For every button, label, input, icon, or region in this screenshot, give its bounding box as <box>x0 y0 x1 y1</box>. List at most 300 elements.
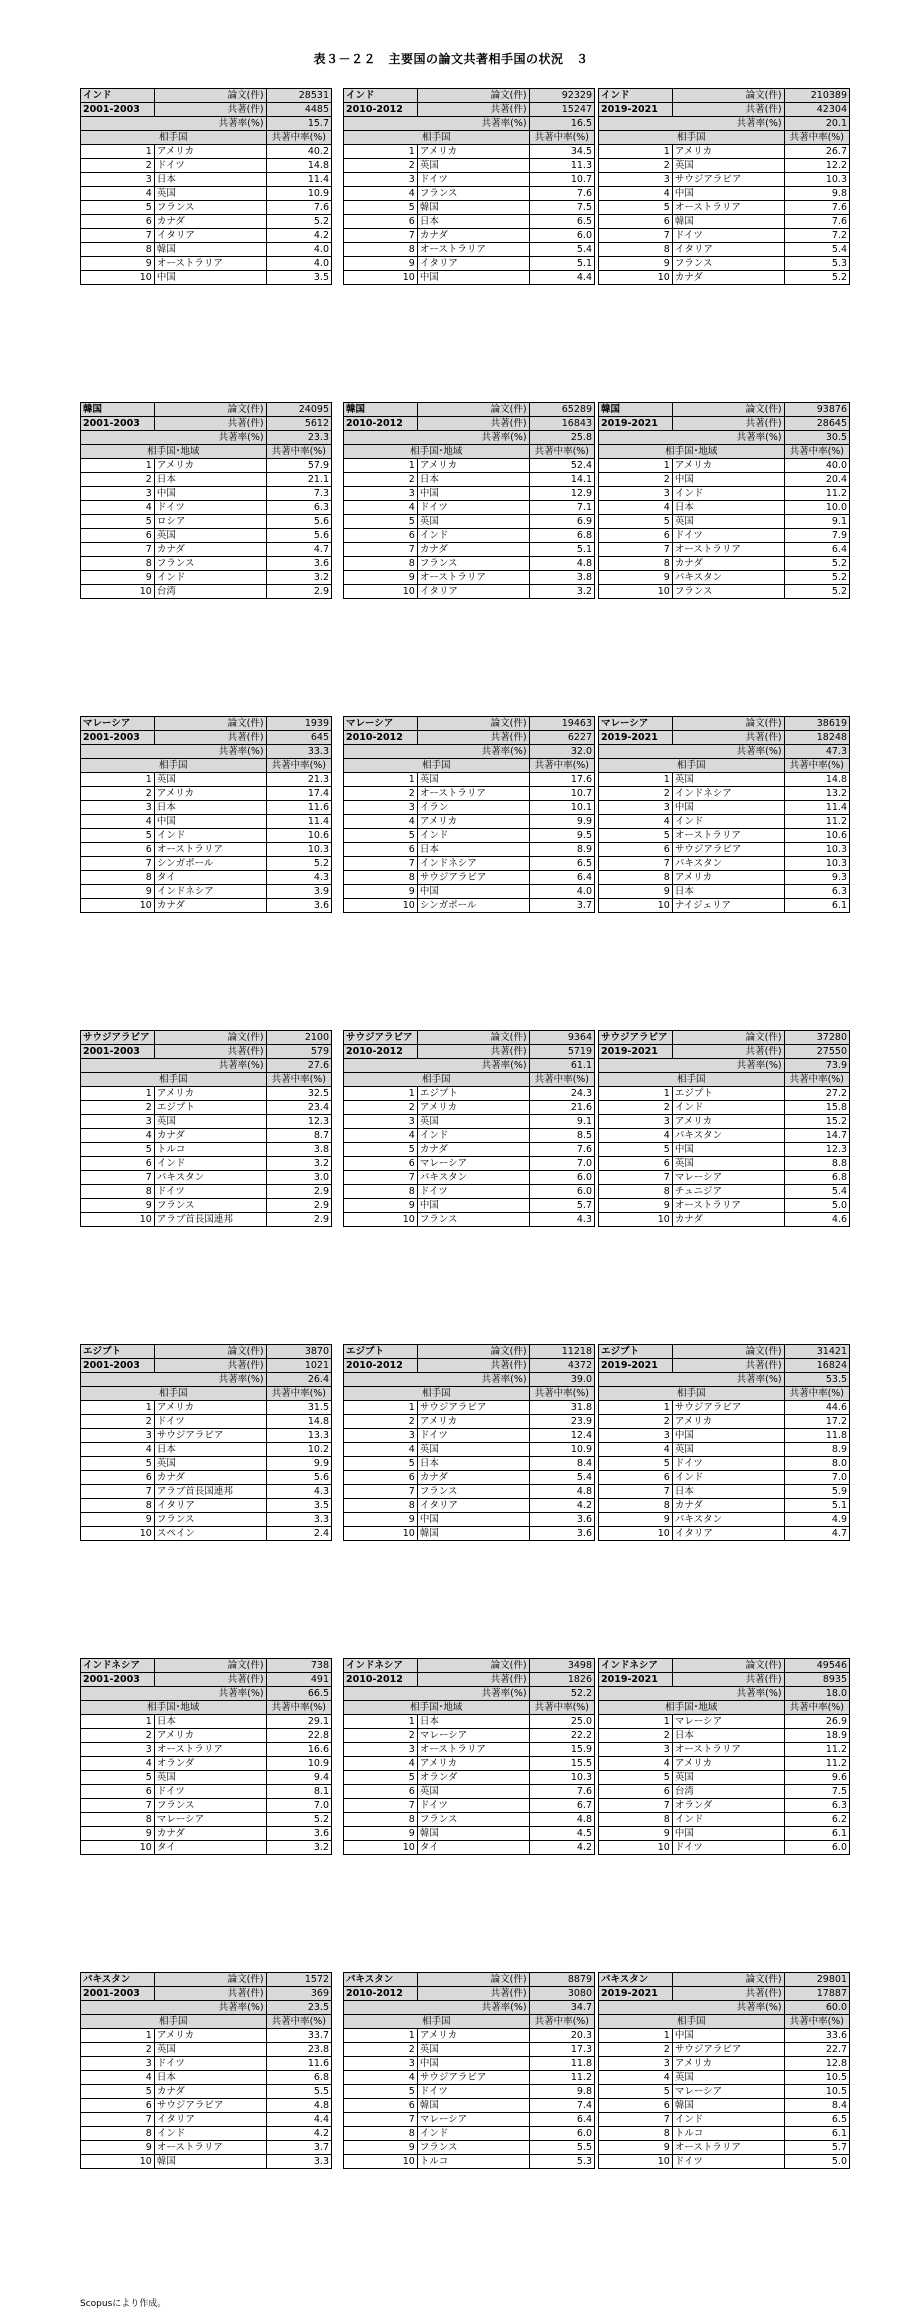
partner-country: オーストラリア <box>672 543 784 557</box>
share-value: 8.7 <box>266 1129 331 1143</box>
papers-value: 38619 <box>784 717 849 731</box>
partner-header: 相手国 <box>81 1073 267 1087</box>
coauthored-label: 共著(件) <box>154 103 266 117</box>
rank: 8 <box>344 243 418 257</box>
rate-value: 52.2 <box>529 1687 594 1701</box>
country-name: 韓国 <box>344 403 418 417</box>
share-value: 7.6 <box>529 187 594 201</box>
share-value: 18.9 <box>784 1729 849 1743</box>
rank: 9 <box>81 257 155 271</box>
papers-value: 49546 <box>784 1659 849 1673</box>
rank: 10 <box>599 2155 673 2169</box>
share-value: 8.8 <box>784 1157 849 1171</box>
partner-country: 英国 <box>672 159 784 173</box>
share-value: 10.2 <box>266 1443 331 1457</box>
country-name: マレーシア <box>599 717 673 731</box>
rank: 9 <box>344 1827 418 1841</box>
partner-country: 日本 <box>154 1443 266 1457</box>
country-name: 韓国 <box>81 403 155 417</box>
partner-country: 英国 <box>672 1157 784 1171</box>
share-value: 2.9 <box>266 585 331 599</box>
share-value: 6.3 <box>784 1799 849 1813</box>
rank: 2 <box>344 159 418 173</box>
page-title: 表３－２２ 主要国の論文共著相手国の状況 ３ <box>313 52 589 66</box>
share-value: 6.5 <box>529 857 594 871</box>
share-value: 6.0 <box>784 1841 849 1855</box>
rank: 1 <box>81 459 155 473</box>
period: 2001-2003 <box>81 1045 155 1059</box>
share-value: 3.9 <box>266 885 331 899</box>
share-value: 9.1 <box>784 515 849 529</box>
rank: 2 <box>81 1729 155 1743</box>
rank: 7 <box>599 543 673 557</box>
country-name: インドネシア <box>344 1659 418 1673</box>
partner-country: アメリカ <box>417 1757 529 1771</box>
partner-country: フランス <box>417 1485 529 1499</box>
share-header: 共著中率(%) <box>529 1701 594 1715</box>
rank: 6 <box>599 1785 673 1799</box>
share-value: 9.3 <box>784 871 849 885</box>
share-value: 7.5 <box>784 1785 849 1799</box>
share-value: 4.2 <box>529 1499 594 1513</box>
partner-country: フランス <box>417 1213 529 1227</box>
partner-header: 相手国 <box>344 1073 530 1087</box>
coauthor-table <box>598 1658 850 1855</box>
rank: 3 <box>599 487 673 501</box>
papers-value: 92329 <box>529 89 594 103</box>
rank: 7 <box>344 229 418 243</box>
rank: 5 <box>81 515 155 529</box>
share-value: 6.5 <box>784 2113 849 2127</box>
rank: 6 <box>81 1157 155 1171</box>
partner-country: アメリカ <box>672 1415 784 1429</box>
table-row <box>81 243 332 257</box>
partner-country: タイ <box>154 871 266 885</box>
partner-country: 中国 <box>672 473 784 487</box>
table-row <box>81 885 332 899</box>
rank: 2 <box>599 787 673 801</box>
country-name: インド <box>81 89 155 103</box>
share-value: 5.4 <box>784 243 849 257</box>
table-row <box>599 243 850 257</box>
period: 2001-2003 <box>81 731 155 745</box>
rank: 8 <box>81 557 155 571</box>
rank: 10 <box>81 899 155 913</box>
partner-country: インドネシア <box>154 885 266 899</box>
share-value: 11.4 <box>784 801 849 815</box>
table-row <box>81 529 332 543</box>
period: 2010-2012 <box>344 1045 418 1059</box>
rank: 8 <box>599 1499 673 1513</box>
partner-country: アメリカ <box>417 1101 529 1115</box>
table-row <box>81 1813 332 1827</box>
table-row <box>344 243 595 257</box>
rank: 7 <box>81 543 155 557</box>
share-value: 4.7 <box>784 1527 849 1541</box>
share-value: 3.7 <box>529 899 594 913</box>
partner-country: 韓国 <box>417 201 529 215</box>
table-row <box>344 1199 595 1213</box>
rate-label: 共著率(%) <box>81 117 267 131</box>
share-value: 10.1 <box>529 801 594 815</box>
rank: 8 <box>81 243 155 257</box>
rate-value: 34.7 <box>529 2001 594 2015</box>
rank: 9 <box>599 2141 673 2155</box>
partner-country: オーストラリア <box>672 1743 784 1757</box>
country-name: サウジアラビア <box>81 1031 155 1045</box>
coauthor-table <box>80 402 332 599</box>
table-row <box>344 557 595 571</box>
rank: 10 <box>81 585 155 599</box>
table-row <box>81 1199 332 1213</box>
table-row <box>599 1799 850 1813</box>
share-value: 33.7 <box>266 2029 331 2043</box>
share-value: 21.6 <box>529 1101 594 1115</box>
table-row <box>344 1401 595 1415</box>
share-value: 3.8 <box>266 1143 331 1157</box>
papers-value: 28531 <box>266 89 331 103</box>
table-row <box>344 871 595 885</box>
share-value: 6.3 <box>784 885 849 899</box>
rank: 1 <box>599 773 673 787</box>
share-value: 5.1 <box>529 543 594 557</box>
partner-country: インドネシア <box>672 787 784 801</box>
coauthored-value: 369 <box>266 1987 331 2001</box>
table-row <box>599 1143 850 1157</box>
partner-country: アメリカ <box>417 1415 529 1429</box>
share-value: 4.2 <box>266 2127 331 2141</box>
partner-country: ドイツ <box>672 1841 784 1855</box>
share-header: 共著中率(%) <box>266 2015 331 2029</box>
rank: 1 <box>81 1715 155 1729</box>
partner-country: ドイツ <box>154 159 266 173</box>
period: 2001-2003 <box>81 417 155 431</box>
partner-country: オランダ <box>672 1799 784 1813</box>
partner-country: イタリア <box>154 229 266 243</box>
partner-header: 相手国 <box>599 2015 785 2029</box>
partner-country: フランス <box>417 1813 529 1827</box>
rate-label: 共著率(%) <box>599 1059 785 1073</box>
country-name: インド <box>599 89 673 103</box>
rank: 10 <box>344 2155 418 2169</box>
partner-country: 韓国 <box>417 1827 529 1841</box>
partner-country: カナダ <box>154 1471 266 1485</box>
coauthored-label: 共著(件) <box>417 103 529 117</box>
coauthor-table <box>80 1030 332 1227</box>
table-row <box>81 1827 332 1841</box>
share-value: 11.8 <box>784 1429 849 1443</box>
table-row <box>599 1213 850 1227</box>
table-row <box>599 159 850 173</box>
rank: 8 <box>344 1813 418 1827</box>
partner-country: 英国 <box>154 1771 266 1785</box>
partner-country: パキスタン <box>417 1171 529 1185</box>
partner-country: イタリア <box>672 1527 784 1541</box>
rank: 2 <box>344 787 418 801</box>
rank: 4 <box>599 1757 673 1771</box>
rank: 1 <box>344 1401 418 1415</box>
partner-country: カナダ <box>154 1129 266 1143</box>
share-header: 共著中率(%) <box>784 1701 849 1715</box>
table-row <box>599 271 850 285</box>
rank: 2 <box>81 1415 155 1429</box>
rank: 6 <box>81 2099 155 2113</box>
table-row <box>599 2057 850 2071</box>
coauthor-table <box>343 1658 595 1855</box>
rate-label: 共著率(%) <box>81 1373 267 1387</box>
share-value: 7.6 <box>529 1143 594 1157</box>
rate-value: 30.5 <box>784 431 849 445</box>
table-row <box>344 1771 595 1785</box>
rank: 5 <box>599 1771 673 1785</box>
partner-country: サウジアラビア <box>417 2071 529 2085</box>
share-value: 4.3 <box>266 871 331 885</box>
period: 2001-2003 <box>81 1673 155 1687</box>
table-row <box>599 2043 850 2057</box>
partner-country: 日本 <box>154 2071 266 2085</box>
partner-country: ドイツ <box>154 1415 266 1429</box>
partner-country: カナダ <box>154 2085 266 2099</box>
rank: 4 <box>344 1757 418 1771</box>
share-value: 3.6 <box>529 1513 594 1527</box>
partner-country: 日本 <box>417 843 529 857</box>
share-value: 29.1 <box>266 1715 331 1729</box>
share-value: 31.8 <box>529 1401 594 1415</box>
partner-country: マレーシア <box>417 1157 529 1171</box>
share-value: 3.5 <box>266 1499 331 1513</box>
partner-country: イラン <box>417 801 529 815</box>
rank: 5 <box>344 1143 418 1157</box>
partner-country: フランス <box>154 201 266 215</box>
table-row <box>344 1171 595 1185</box>
table-row <box>599 1827 850 1841</box>
share-value: 5.5 <box>529 2141 594 2155</box>
partner-country: 中国 <box>672 1143 784 1157</box>
partner-country: 英国 <box>672 2071 784 2085</box>
table-row <box>599 885 850 899</box>
papers-label: 論文(件) <box>417 717 529 731</box>
table-row <box>599 201 850 215</box>
share-value: 5.6 <box>266 1471 331 1485</box>
rate-value: 33.3 <box>266 745 331 759</box>
share-value: 8.1 <box>266 1785 331 1799</box>
rank: 7 <box>344 857 418 871</box>
rank: 6 <box>599 2099 673 2113</box>
partner-country: インド <box>154 571 266 585</box>
partner-country: 日本 <box>672 1485 784 1499</box>
partner-country: イタリア <box>417 1499 529 1513</box>
table-row <box>81 1401 332 1415</box>
rank: 2 <box>344 473 418 487</box>
period: 2019-2021 <box>599 1045 673 1059</box>
table-row <box>81 2155 332 2169</box>
share-value: 4.4 <box>266 2113 331 2127</box>
table-row <box>344 1757 595 1771</box>
share-value: 6.0 <box>529 1185 594 1199</box>
share-value: 7.4 <box>529 2099 594 2113</box>
partner-country: オーストラリア <box>417 243 529 257</box>
source-note: Scopusにより作成。 <box>80 2299 167 2309</box>
partner-country: フランス <box>154 1199 266 1213</box>
share-value: 10.3 <box>529 1771 594 1785</box>
table-row <box>81 801 332 815</box>
share-header: 共著中率(%) <box>266 1701 331 1715</box>
rank: 4 <box>344 501 418 515</box>
rank: 4 <box>81 1757 155 1771</box>
table-row <box>344 2085 595 2099</box>
table-row <box>81 585 332 599</box>
rank: 4 <box>81 1443 155 1457</box>
rate-label: 共著率(%) <box>344 745 530 759</box>
rank: 7 <box>599 2113 673 2127</box>
share-value: 2.9 <box>266 1213 331 1227</box>
partner-country: インド <box>672 1471 784 1485</box>
share-value: 6.8 <box>529 529 594 543</box>
partner-country: 台湾 <box>154 585 266 599</box>
rank: 2 <box>599 1415 673 1429</box>
rank: 2 <box>599 2043 673 2057</box>
table-row <box>81 1527 332 1541</box>
table-row <box>81 571 332 585</box>
coauthor-table <box>80 716 332 913</box>
rank: 3 <box>81 173 155 187</box>
coauthored-label: 共著(件) <box>672 417 784 431</box>
rank: 1 <box>81 1087 155 1101</box>
partner-country: フランス <box>154 1513 266 1527</box>
table-row <box>344 787 595 801</box>
share-value: 14.1 <box>529 473 594 487</box>
rank: 9 <box>599 1827 673 1841</box>
share-value: 4.8 <box>529 557 594 571</box>
coauthor-table <box>343 716 595 913</box>
share-value: 11.4 <box>266 815 331 829</box>
table-row <box>81 1757 332 1771</box>
rank: 1 <box>344 2029 418 2043</box>
share-value: 8.0 <box>784 1457 849 1471</box>
share-value: 7.3 <box>266 487 331 501</box>
table-row <box>81 1715 332 1729</box>
partner-country: イタリア <box>672 243 784 257</box>
partner-country: カナダ <box>154 215 266 229</box>
coauthored-value: 491 <box>266 1673 331 1687</box>
share-value: 11.4 <box>266 173 331 187</box>
table-row <box>344 187 595 201</box>
coauthored-label: 共著(件) <box>154 1359 266 1373</box>
rank: 9 <box>344 2141 418 2155</box>
table-row <box>81 271 332 285</box>
rank: 3 <box>81 801 155 815</box>
papers-value: 11218 <box>529 1345 594 1359</box>
rank: 7 <box>344 1171 418 1185</box>
country-name: パキスタン <box>599 1973 673 1987</box>
coauthor-table <box>343 88 595 285</box>
share-value: 12.3 <box>266 1115 331 1129</box>
partner-country: 英国 <box>154 187 266 201</box>
partner-country: オーストラリア <box>154 2141 266 2155</box>
partner-country: アメリカ <box>154 1087 266 1101</box>
coauthor-table <box>598 402 850 599</box>
share-value: 20.4 <box>784 473 849 487</box>
coauthored-value: 579 <box>266 1045 331 1059</box>
rank: 6 <box>599 215 673 229</box>
rank: 5 <box>599 1143 673 1157</box>
table-row <box>344 1213 595 1227</box>
rank: 9 <box>81 1513 155 1527</box>
papers-value: 31421 <box>784 1345 849 1359</box>
share-value: 4.8 <box>529 1485 594 1499</box>
period: 2010-2012 <box>344 1673 418 1687</box>
share-value: 31.5 <box>266 1401 331 1415</box>
table-row <box>81 557 332 571</box>
share-value: 5.7 <box>784 2141 849 2155</box>
period: 2010-2012 <box>344 103 418 117</box>
rank: 7 <box>81 2113 155 2127</box>
coauthored-label: 共著(件) <box>417 1045 529 1059</box>
partner-country: 英国 <box>417 2043 529 2057</box>
table-row <box>81 1499 332 1513</box>
partner-country: インド <box>672 815 784 829</box>
partner-country: フランス <box>154 1799 266 1813</box>
partner-header: 相手国 <box>81 131 267 145</box>
table-row <box>599 515 850 529</box>
share-value: 4.8 <box>529 1813 594 1827</box>
rank: 9 <box>344 571 418 585</box>
papers-value: 2100 <box>266 1031 331 1045</box>
share-value: 6.0 <box>529 1171 594 1185</box>
rate-value: 47.3 <box>784 745 849 759</box>
share-value: 34.5 <box>529 145 594 159</box>
partner-country: ドイツ <box>417 501 529 515</box>
share-value: 5.9 <box>784 1485 849 1499</box>
papers-label: 論文(件) <box>154 1031 266 1045</box>
table-row <box>344 2141 595 2155</box>
table-row <box>599 1087 850 1101</box>
partner-country: オーストラリア <box>672 201 784 215</box>
partner-country: 中国 <box>154 487 266 501</box>
table-row <box>81 145 332 159</box>
share-value: 6.1 <box>784 899 849 913</box>
share-value: 2.9 <box>266 1199 331 1213</box>
rank: 4 <box>81 2071 155 2085</box>
partner-country: オランダ <box>417 1771 529 1785</box>
partner-country: アメリカ <box>417 2029 529 2043</box>
share-value: 11.2 <box>529 2071 594 2085</box>
rank: 4 <box>599 187 673 201</box>
partner-country: パキスタン <box>672 571 784 585</box>
partner-header: 相手国･地域 <box>599 445 785 459</box>
share-value: 12.2 <box>784 159 849 173</box>
coauthored-value: 18248 <box>784 731 849 745</box>
rank: 2 <box>81 159 155 173</box>
share-value: 7.6 <box>529 1785 594 1799</box>
country-name: マレーシア <box>344 717 418 731</box>
country-name: サウジアラビア <box>599 1031 673 1045</box>
coauthored-label: 共著(件) <box>672 731 784 745</box>
share-value: 17.6 <box>529 773 594 787</box>
rank: 1 <box>344 459 418 473</box>
share-value: 11.2 <box>784 1757 849 1771</box>
table-row <box>81 515 332 529</box>
coauthored-value: 17887 <box>784 1987 849 2001</box>
table-row <box>344 229 595 243</box>
table-row <box>599 1743 850 1757</box>
table-row <box>81 257 332 271</box>
country-name: 韓国 <box>599 403 673 417</box>
rank: 3 <box>344 801 418 815</box>
rank: 2 <box>81 2043 155 2057</box>
coauthored-value: 42304 <box>784 103 849 117</box>
table-row <box>81 1485 332 1499</box>
